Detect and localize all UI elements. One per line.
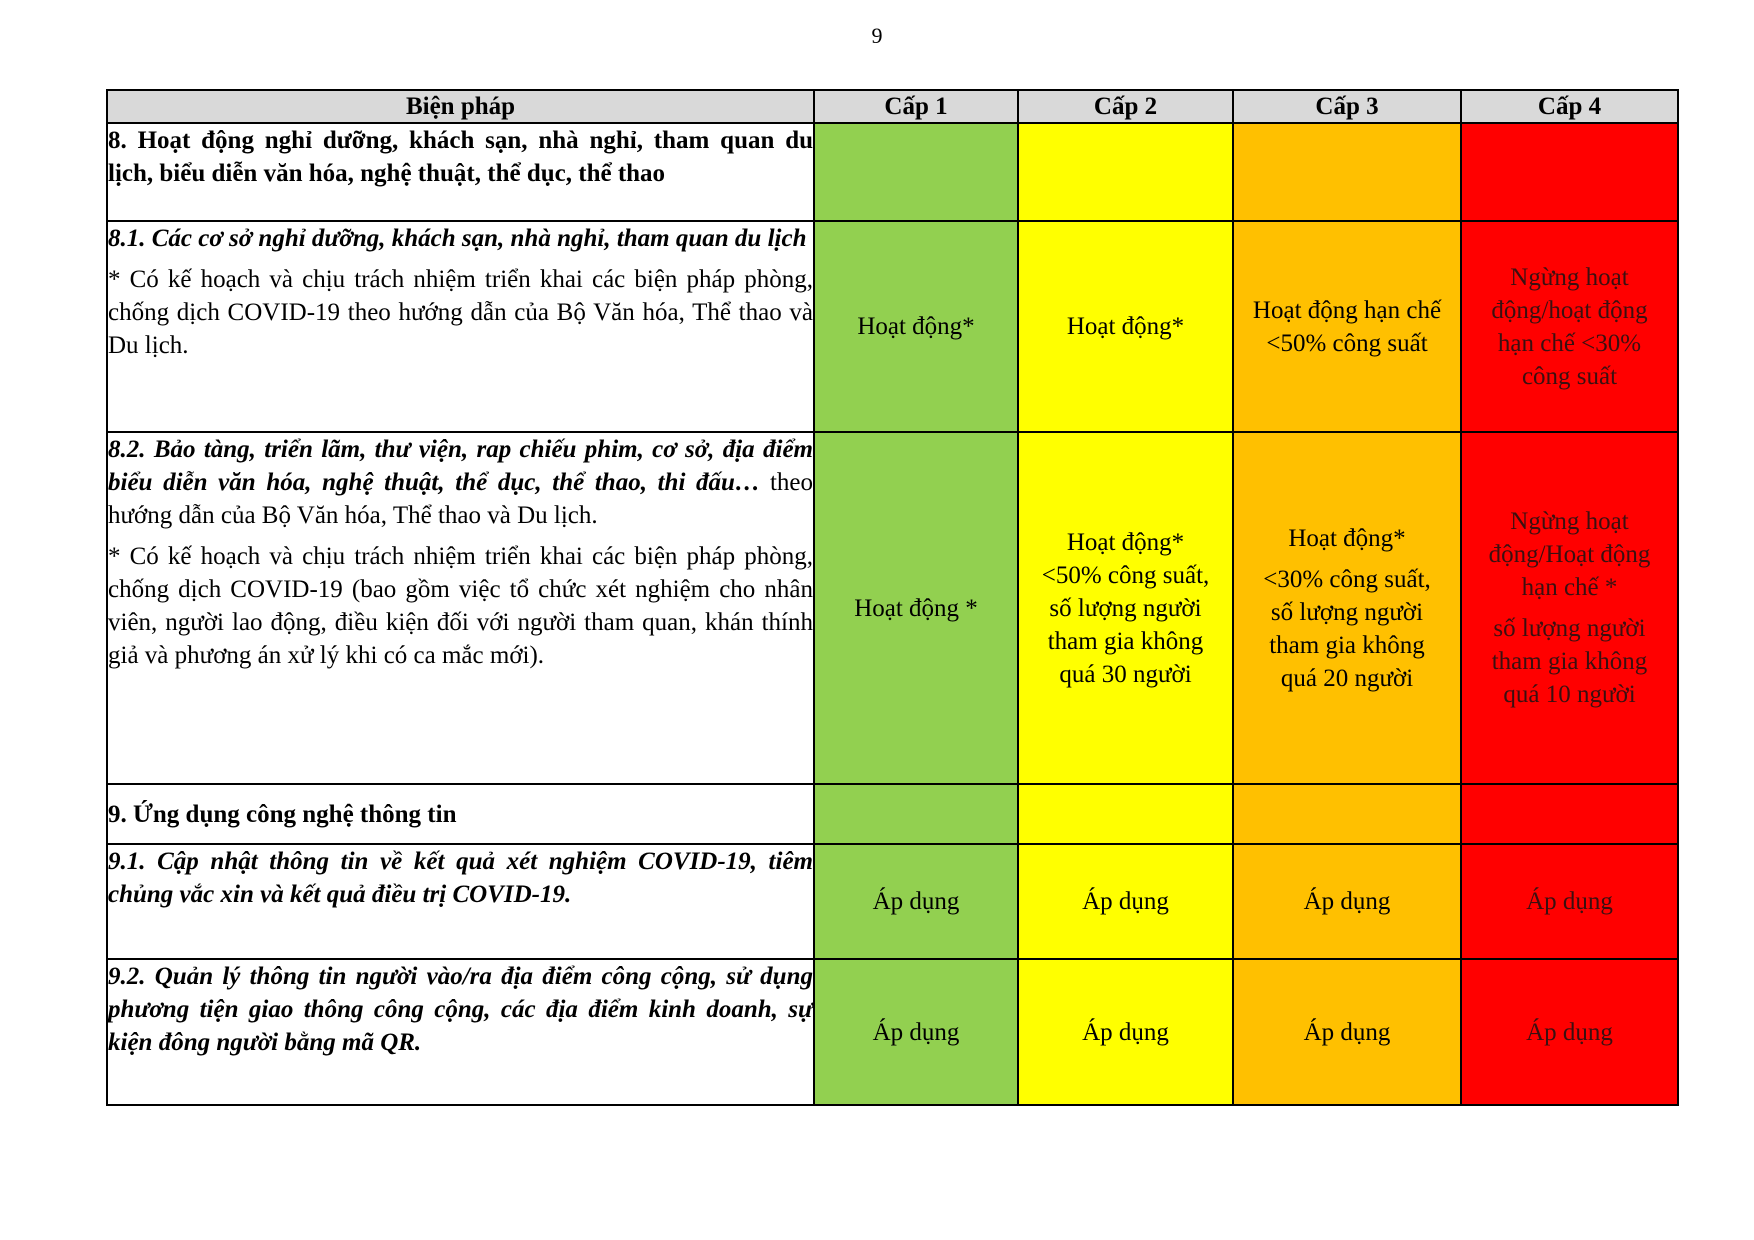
table-row [107, 959, 1678, 1105]
level-2-cell [1018, 844, 1233, 959]
cell-line: Áp dụng [1303, 1018, 1391, 1046]
cell-line: Áp dụng [1303, 888, 1391, 915]
level-4-cell [1461, 784, 1678, 844]
measure-cell [107, 959, 814, 1105]
measure-cell [107, 432, 814, 784]
level-3-cell [1233, 123, 1461, 221]
level-4-cell [1461, 123, 1678, 221]
table-row [107, 432, 1678, 784]
cell-line: Hoạt động* [1288, 524, 1406, 552]
header-level-2: Cấp 2 [1018, 90, 1233, 123]
cell-line: Áp dụng [1526, 1018, 1613, 1046]
cell-line: số lượng người [1493, 615, 1646, 642]
level-1-cell [814, 844, 1018, 959]
level-3-cell [1233, 784, 1461, 844]
level-4-cell [1461, 432, 1678, 784]
section-title: 8. Hoạt động nghỉ dưỡng, khách sạn, nhà nghỉ, tham quan du lịch, biểu diễn văn hóa, nghệ thuật, thể dục, thể thao [108, 127, 813, 187]
level-3-cell [1233, 959, 1461, 1105]
cell-line: động/Hoạt động [1488, 541, 1651, 568]
item-title: 8.1. Các cơ sở nghỉ dưỡng, khách sạn, nhà nghỉ, tham quan du lịch [108, 225, 807, 252]
item-paragraph [108, 433, 813, 532]
cell-line: <50% công suất, [1041, 561, 1210, 589]
measure-cell [107, 221, 814, 432]
cell-line: số lượng người [1049, 594, 1202, 622]
measure-cell [107, 784, 814, 844]
header-level-3: Cấp 3 [1233, 90, 1461, 123]
level-2-cell [1018, 432, 1233, 784]
level-1-cell [814, 221, 1018, 432]
level-3-cell [1233, 221, 1461, 432]
level-2-cell [1018, 221, 1233, 432]
cell-line: hạn chế * [1521, 574, 1618, 601]
cell-line: tham gia không [1047, 627, 1204, 655]
level-2-cell [1018, 784, 1233, 844]
level-4-cell [1461, 844, 1678, 959]
level-1-cell [814, 432, 1018, 784]
level-4-cell [1461, 959, 1678, 1105]
level-1-cell [814, 784, 1018, 844]
cell-line: Hoạt động hạn chế [1252, 296, 1442, 324]
cell-line: số lượng người [1270, 598, 1424, 626]
table-row [107, 844, 1678, 959]
item-note: * Có kế hoạch và chịu trách nhiệm triển khai các biện pháp phòng, chống dịch COVID-19 (bao gồm việc tổ chức xét nghiệm cho nhân viên, người lao động, điều kiện đối với người tham quan, khán thính giả và phương án xử lý khi có ca mắc mới). [108, 543, 813, 669]
header-level-1: Cấp 1 [814, 90, 1018, 123]
cell-line: Áp dụng [872, 1018, 960, 1046]
item-note: * Có kế hoạch và chịu trách nhiệm triển khai các biện pháp phòng, chống dịch COVID-19 theo hướng dẫn của Bộ Văn hóa, Thể thao và Du lịch. [108, 266, 813, 359]
level-2-cell [1018, 959, 1233, 1105]
cell-line: Áp dụng [872, 888, 960, 915]
item-title: 9.1. Cập nhật thông tin về kết quả xét nghiệm COVID-19, tiêm chủng vắc xin và kết quả điều trị COVID-19. [108, 848, 813, 908]
header-row [107, 90, 1678, 123]
cell-line: <30% công suất, [1263, 565, 1431, 593]
level-1-cell [814, 123, 1018, 221]
cell-line: Hoạt động* [1066, 313, 1185, 340]
cell-line: tham gia không [1269, 631, 1425, 659]
cell-line: <50% công suất [1266, 329, 1428, 357]
cell-line: Hoạt động* [1066, 528, 1185, 556]
cell-line: tham gia không [1491, 648, 1648, 675]
cell-line: quá 30 người [1059, 660, 1192, 688]
cell-line: quá 20 người [1280, 664, 1414, 692]
table-row [107, 221, 1678, 432]
item-title-suffix: theo hướng dẫn của Bộ Văn hóa, Thể thao và Du lịch. [108, 469, 813, 529]
item-title: 9.2. Quản lý thông tin người vào/ra địa điểm công cộng, sử dụng phương tiện giao thông công cộng, các địa điểm kinh doanh, sự kiện đông người bằng mã QR. [108, 963, 813, 1056]
section-title: 9. Ứng dụng công nghệ thông tin [108, 800, 457, 828]
cell-line: quá 10 người [1503, 681, 1636, 708]
table-row [107, 784, 1678, 844]
level-2-cell [1018, 123, 1233, 221]
cell-line: Hoạt động * [854, 594, 978, 622]
cell-line: động/hoạt động [1491, 296, 1648, 324]
cell-line: Ngừng hoạt [1510, 508, 1629, 535]
cell-line: hạn chế <30% [1497, 329, 1642, 357]
level-3-cell [1233, 432, 1461, 784]
header-level-4: Cấp 4 [1461, 90, 1678, 123]
cell-line: công suất [1521, 362, 1618, 390]
level-4-cell [1461, 221, 1678, 432]
level-3-cell [1233, 844, 1461, 959]
measure-cell [107, 844, 814, 959]
table-row [107, 123, 1678, 221]
cell-line: Áp dụng [1082, 1018, 1169, 1046]
cell-line: Áp dụng [1526, 888, 1613, 915]
measure-cell [107, 123, 814, 221]
level-1-cell [814, 959, 1018, 1105]
header-measure: Biện pháp [107, 90, 814, 123]
item-title: 8.2. Bảo tàng, triển lãm, thư viện, rap chiếu phim, cơ sở, địa điểm biểu diễn văn hóa, nghệ thuật, thể dục, thể thao, thi đấu… [108, 436, 813, 496]
cell-line: Hoạt động* [857, 313, 975, 340]
page-number: 9 [871, 23, 883, 48]
cell-line: Ngừng hoạt [1510, 263, 1629, 291]
measures-table [106, 89, 1679, 1106]
cell-line: Áp dụng [1082, 888, 1169, 915]
